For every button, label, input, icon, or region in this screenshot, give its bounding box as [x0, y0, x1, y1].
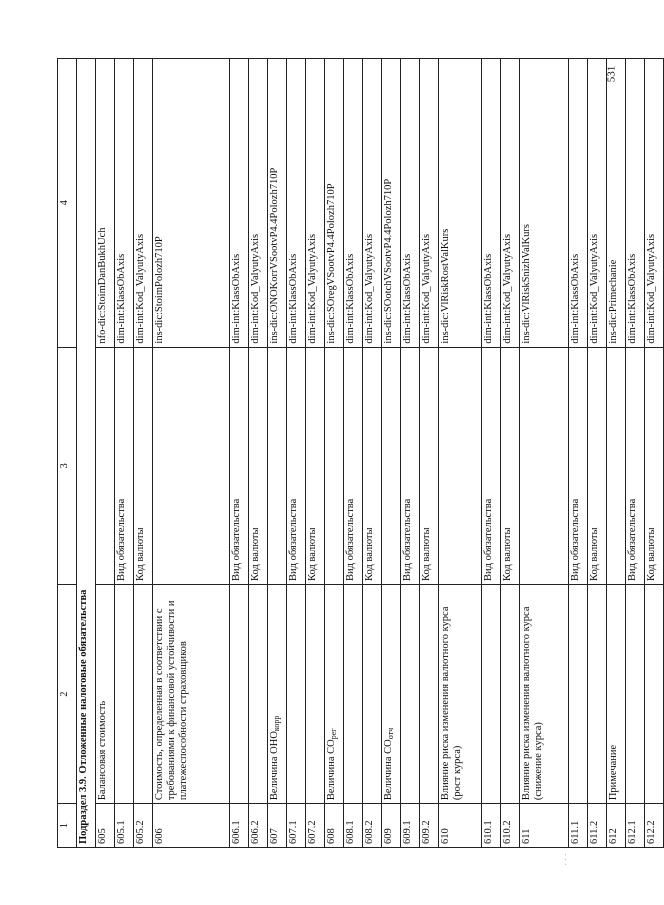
row-code: 605.1 — [115, 804, 134, 848]
table-row — [268, 59, 287, 848]
row-dimension — [382, 347, 401, 584]
row-dimension — [96, 347, 115, 584]
row-element: dim-int:KlassObAxis — [115, 59, 134, 348]
row-name — [382, 585, 401, 804]
row-element: dim-int:KlassObAxis — [230, 59, 249, 348]
row-dimension: Код валюты — [134, 347, 153, 584]
row-element: dim-int:Kod_ValyutyAxis — [306, 59, 325, 348]
row-dimension — [520, 347, 569, 584]
row-code: 608 — [325, 804, 344, 848]
row-name — [520, 585, 569, 804]
row-dimension — [607, 347, 626, 584]
row-dimension: Вид обязательства — [401, 347, 420, 584]
page-number: 531 — [605, 65, 618, 83]
row-dimension: Код валюты — [588, 347, 607, 584]
column-number: 1 — [58, 804, 77, 848]
row-element: ins-dic:SOotchVSootvP4.4Polozh710P — [382, 59, 401, 348]
row-element: dim-int:KlassObAxis — [287, 59, 306, 348]
margin-marks: · · · — [561, 853, 571, 866]
row-element: dim-int:Kod_ValyutyAxis — [588, 59, 607, 348]
table-row — [363, 59, 382, 848]
row-element: dim-int:KlassObAxis — [482, 59, 501, 348]
row-dimension: Код валюты — [501, 347, 520, 584]
row-name — [363, 585, 382, 804]
table-row — [287, 59, 306, 848]
row-name — [230, 585, 249, 804]
row-name — [607, 585, 626, 804]
row-name — [420, 585, 439, 804]
row-code: 612.2 — [645, 804, 664, 848]
row-element: dim-int:Kod_ValyutyAxis — [363, 59, 382, 348]
table-row — [520, 59, 569, 848]
column-number-row — [58, 59, 77, 848]
row-name — [588, 585, 607, 804]
row-code: 611.2 — [588, 804, 607, 848]
row-code: 608.2 — [363, 804, 382, 848]
row-element: dim-int:Kod_ValyutyAxis — [249, 59, 268, 348]
column-number: 3 — [58, 347, 77, 584]
row-element: dim-int:Kod_ValyutyAxis — [134, 59, 153, 348]
row-name-text: Балансовая стоимость — [97, 700, 108, 801]
row-element: ins-dic:VlRiskRostValKurs — [439, 59, 482, 348]
row-name-text: Влияние риска изменения валютного курса (снижение курса) — [521, 606, 545, 801]
row-dimension — [268, 347, 287, 584]
table-row — [230, 59, 249, 848]
row-code: 608.1 — [344, 804, 363, 848]
row-name — [249, 585, 268, 804]
row-code: 611.1 — [569, 804, 588, 848]
table-row — [501, 59, 520, 848]
row-dimension: Код валюты — [363, 347, 382, 584]
row-name-subscript: отч — [386, 727, 395, 740]
row-element: ins-dic:StoimPolozh710P — [153, 59, 230, 348]
row-element: ins-dic:SOregVSootvP4.4Polozh710P — [325, 59, 344, 348]
row-name — [268, 585, 287, 804]
table-row — [325, 59, 344, 848]
row-element: dim-int:KlassObAxis — [569, 59, 588, 348]
table-row — [382, 59, 401, 848]
row-code: 605.2 — [134, 804, 153, 848]
table-row — [344, 59, 363, 848]
row-dimension: Код валюты — [420, 347, 439, 584]
row-code: 607.2 — [306, 804, 325, 848]
row-name — [626, 585, 645, 804]
row-code: 610.2 — [501, 804, 520, 848]
row-code: 610 — [439, 804, 482, 848]
data-table — [57, 58, 664, 848]
row-dimension: Код валюты — [306, 347, 325, 584]
row-dimension — [153, 347, 230, 584]
table-row — [482, 59, 501, 848]
table-row — [153, 59, 230, 848]
row-code: 605 — [96, 804, 115, 848]
table-row — [569, 59, 588, 848]
table-row — [607, 59, 626, 848]
row-name — [153, 585, 230, 804]
row-name-text: Величина СО — [383, 739, 394, 801]
row-name-subscript: корр — [272, 715, 281, 732]
row-code: 611 — [520, 804, 569, 848]
row-name — [344, 585, 363, 804]
row-code: 612.1 — [626, 804, 645, 848]
row-element: dim-int:KlassObAxis — [401, 59, 420, 348]
table-row — [626, 59, 645, 848]
row-name — [401, 585, 420, 804]
row-element: ins-dic:ONOKorrVSootvP4.4Polozh710P — [268, 59, 287, 348]
table-row — [134, 59, 153, 848]
row-dimension: Вид обязательства — [482, 347, 501, 584]
table-row — [439, 59, 482, 848]
column-number: 4 — [58, 59, 77, 348]
row-dimension: Код валюты — [249, 347, 268, 584]
row-dimension — [439, 347, 482, 584]
row-name — [482, 585, 501, 804]
table-row — [420, 59, 439, 848]
row-dimension: Код валюты — [645, 347, 664, 584]
row-name-text: Стоимость, определенная в соответствии с требованиями к финансовой устойчивости и платежеспособности страховщиков — [154, 600, 190, 801]
row-code: 610.1 — [482, 804, 501, 848]
row-element: nfo-dic:StoimDanBukhUch — [96, 59, 115, 348]
row-name-text: Величина СО — [326, 739, 337, 801]
row-element: ins-dic:VlRiskSnizhValKurs — [520, 59, 569, 348]
row-code: 606.1 — [230, 804, 249, 848]
row-element: ins-dic:Primechanie — [607, 59, 626, 348]
row-name — [325, 585, 344, 804]
table-row — [115, 59, 134, 848]
row-dimension: Вид обязательства — [230, 347, 249, 584]
row-element: dim-int:Kod_ValyutyAxis — [501, 59, 520, 348]
row-element: dim-int:Kod_ValyutyAxis — [420, 59, 439, 348]
row-element: dim-int:Kod_ValyutyAxis — [645, 59, 664, 348]
table-row — [306, 59, 325, 848]
row-dimension: Вид обязательства — [344, 347, 363, 584]
row-name-text: Влияние риска изменения валютного курса (рост курса) — [440, 606, 464, 801]
table-row — [96, 59, 115, 848]
section-title: Подраздел 3.9. Отложенные налоговые обязательства — [77, 59, 96, 848]
section-title-row — [77, 59, 96, 848]
row-name — [115, 585, 134, 804]
row-code: 606 — [153, 804, 230, 848]
row-code: 609.2 — [420, 804, 439, 848]
row-name — [287, 585, 306, 804]
row-name — [501, 585, 520, 804]
row-dimension: Вид обязательства — [287, 347, 306, 584]
row-name — [306, 585, 325, 804]
row-name-subscript: рег — [329, 728, 338, 740]
row-name-text: Величина ОНО — [269, 731, 280, 801]
row-code: 609.1 — [401, 804, 420, 848]
row-name — [645, 585, 664, 804]
row-name-text: Примечание — [608, 744, 619, 801]
column-number: 2 — [58, 585, 77, 804]
row-code: 607 — [268, 804, 287, 848]
table-row — [249, 59, 268, 848]
table-row — [401, 59, 420, 848]
row-name — [569, 585, 588, 804]
row-code: 606.2 — [249, 804, 268, 848]
row-code: 609 — [382, 804, 401, 848]
row-dimension: Вид обязательства — [569, 347, 588, 584]
row-element: dim-int:KlassObAxis — [626, 59, 645, 348]
row-name — [439, 585, 482, 804]
row-name — [96, 585, 115, 804]
table-row — [645, 59, 664, 848]
row-name — [134, 585, 153, 804]
table-row — [588, 59, 607, 848]
row-code: 612 — [607, 804, 626, 848]
row-code: 607.1 — [287, 804, 306, 848]
table-body — [58, 59, 664, 848]
row-dimension: Вид обязательства — [626, 347, 645, 584]
row-dimension: Вид обязательства — [115, 347, 134, 584]
row-element: dim-int:KlassObAxis — [344, 59, 363, 348]
row-dimension — [325, 347, 344, 584]
